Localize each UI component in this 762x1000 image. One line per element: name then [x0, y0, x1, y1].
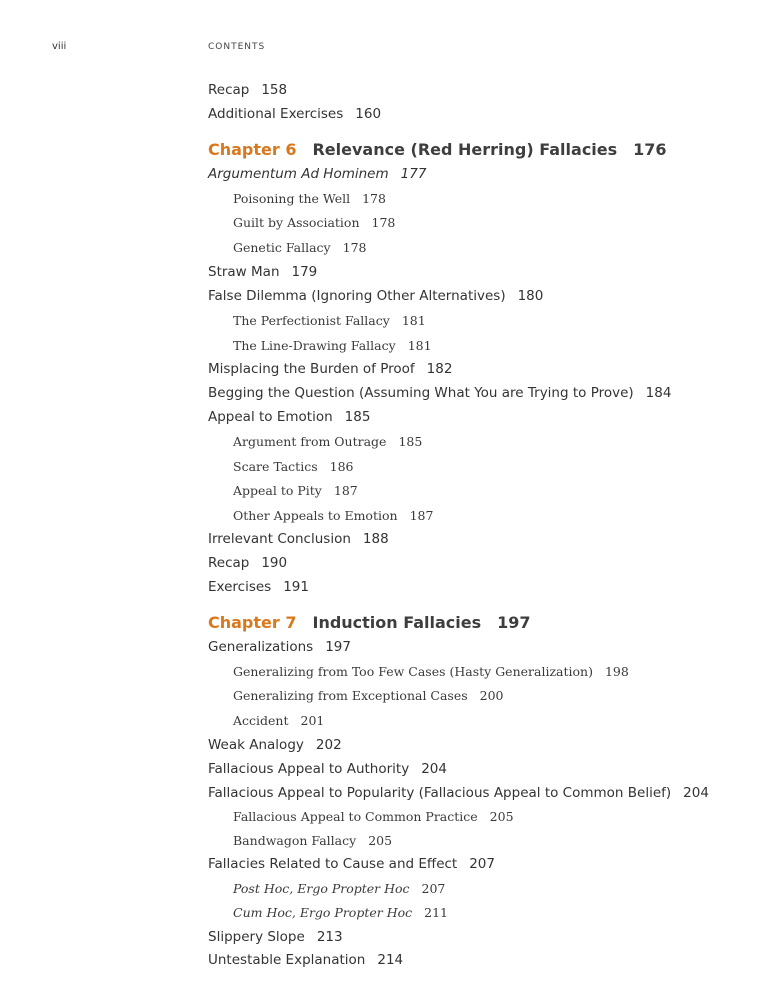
toc-entry: Argumentum Ad Hominem 177	[208, 166, 427, 182]
toc-subentry: Generalizing from Exceptional Cases 200	[233, 688, 504, 703]
toc-entry: Irrelevant Conclusion 188	[208, 531, 389, 547]
chapter-title: Relevance (Red Herring) Fallacies	[312, 140, 618, 159]
toc-subentry: Appeal to Pity 187	[233, 483, 358, 498]
toc-subentry: Other Appeals to Emotion 187	[233, 508, 434, 523]
toc-entry: Fallacious Appeal to Authority 204	[208, 761, 447, 777]
toc-entry: Recap 158	[208, 82, 288, 98]
chapter-page: 197	[497, 613, 531, 632]
toc-entry: Recap 190	[208, 555, 288, 571]
toc-subentry: Accident 201	[233, 713, 325, 728]
chapter-heading	[208, 615, 531, 631]
toc-subentry: The Perfectionist Fallacy 181	[233, 313, 426, 328]
chapter-label: Chapter 6	[208, 140, 297, 159]
chapter-page: 176	[633, 140, 667, 159]
toc-subentry: Guilt by Association 178	[233, 215, 396, 230]
toc-subentry: The Line-Drawing Fallacy 181	[233, 338, 432, 353]
toc-entry: Appeal to Emotion 185	[208, 409, 371, 425]
toc-subentry: Scare Tactics 186	[233, 459, 354, 474]
toc-entry: Generalizations 197	[208, 639, 351, 655]
toc-subentry: Genetic Fallacy 178	[233, 240, 367, 255]
toc-entry: Fallacies Related to Cause and Effect 207	[208, 856, 495, 872]
page-number: viii	[52, 41, 67, 52]
chapter-label: Chapter 7	[208, 613, 297, 632]
toc-subentry: Poisoning the Well 178	[233, 191, 386, 206]
toc-entry: False Dilemma (Ignoring Other Alternatives) 180	[208, 288, 544, 304]
toc-entry: Misplacing the Burden of Proof 182	[208, 361, 453, 377]
toc-subentry: Generalizing from Too Few Cases (Hasty Generalization) 198	[233, 664, 629, 679]
chapter-heading	[208, 142, 667, 158]
toc-entry: Slippery Slope 213	[208, 929, 343, 945]
toc-entry: Additional Exercises 160	[208, 106, 382, 122]
toc-entry: Exercises 191	[208, 579, 309, 595]
toc-entry: Begging the Question (Assuming What You are Trying to Prove) 184	[208, 385, 672, 401]
toc-entry: Straw Man 179	[208, 264, 318, 280]
chapter-title: Induction Fallacies	[312, 613, 482, 632]
toc-subentry: Fallacious Appeal to Common Practice 205	[233, 809, 514, 824]
toc-subentry: Post Hoc, Ergo Propter Hoc 207	[233, 881, 446, 896]
toc-entry: Untestable Explanation 214	[208, 952, 404, 968]
running-head: CONTENTS	[208, 42, 266, 52]
toc-entry: Weak Analogy 202	[208, 737, 342, 753]
toc-subentry: Cum Hoc, Ergo Propter Hoc 211	[233, 905, 448, 920]
toc-subentry: Argument from Outrage 185	[233, 434, 423, 449]
toc-entry: Fallacious Appeal to Popularity (Fallacious Appeal to Common Belief) 204	[208, 785, 709, 801]
toc-subentry: Bandwagon Fallacy 205	[233, 833, 393, 848]
